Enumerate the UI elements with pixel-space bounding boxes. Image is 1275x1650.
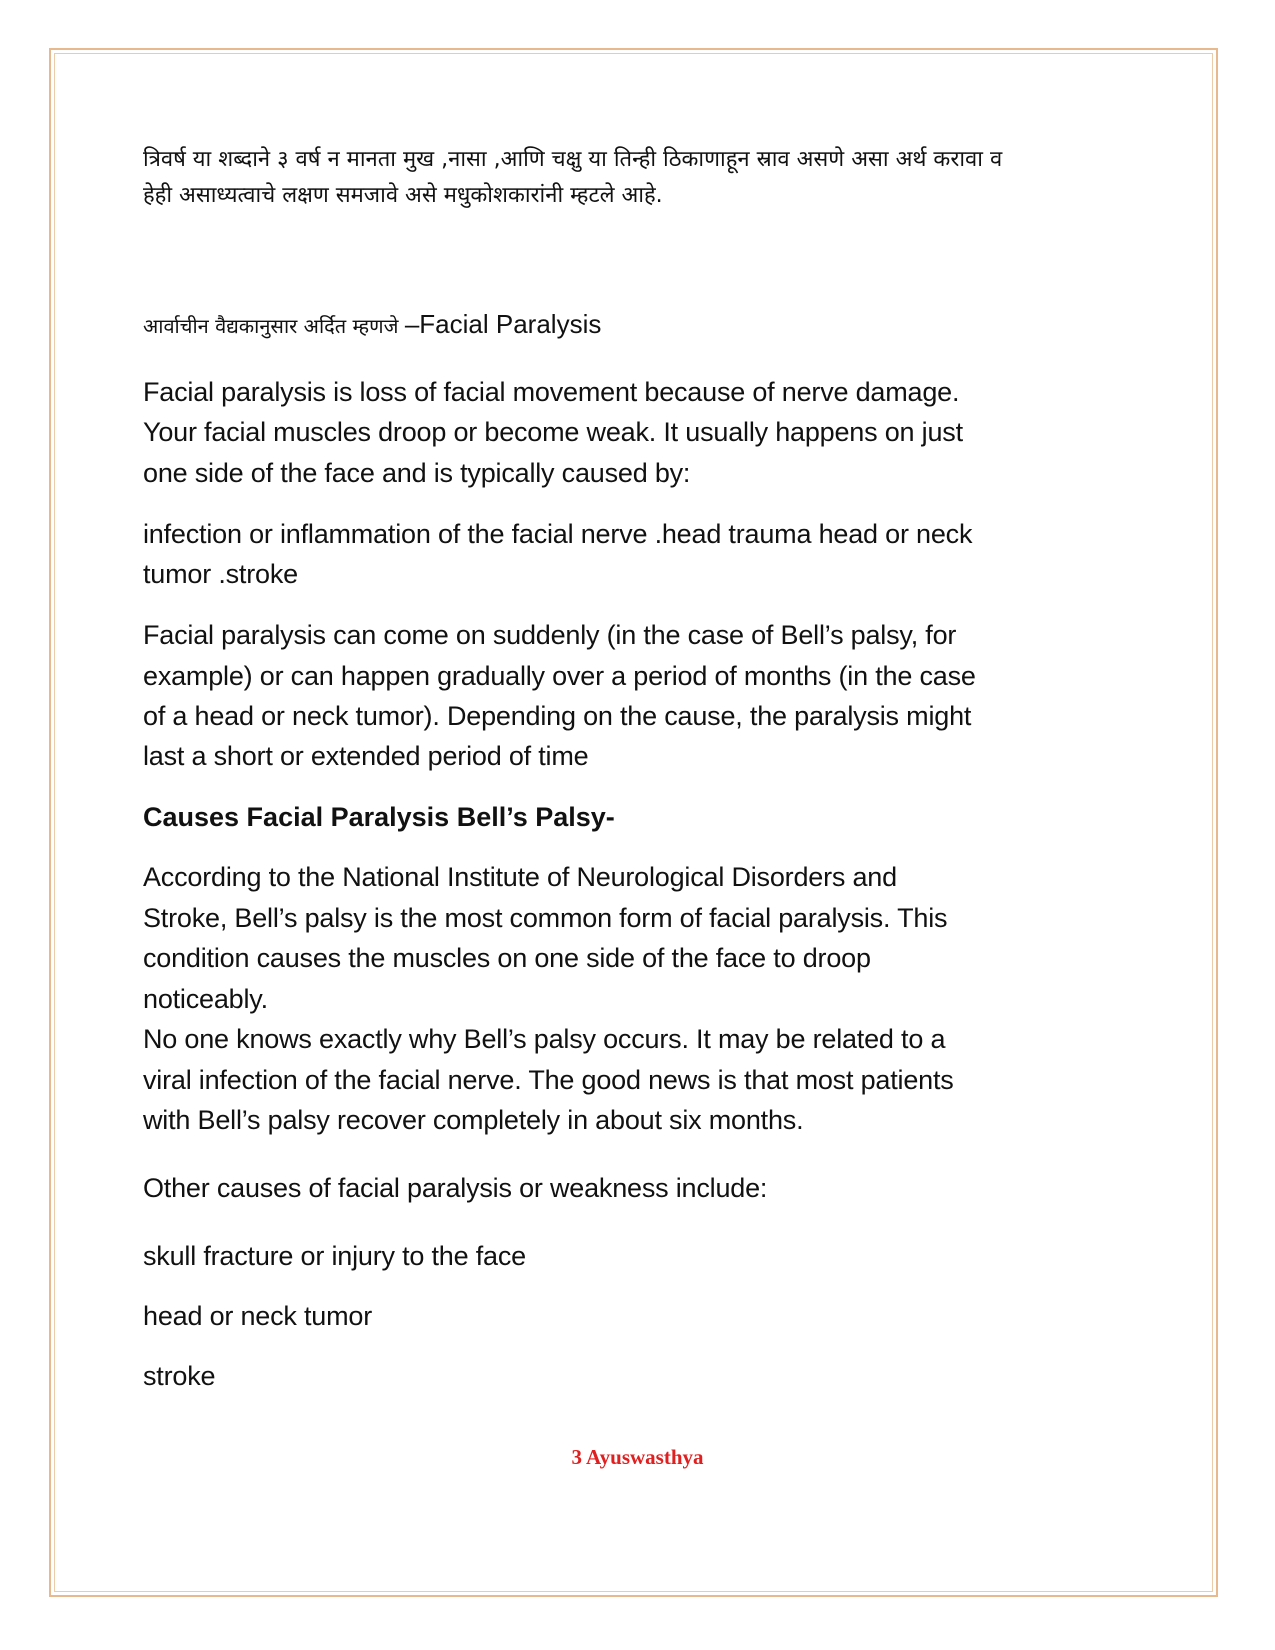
paragraph-line: with Bell’s palsy recover completely in about six months.	[143, 1105, 804, 1135]
intro-line-1: त्रिवर्ष या शब्दाने ३ वर्ष न मानता मुख ,नासा ,आणि चक्षु या तिन्ही ठिकाणाहून स्राव असणे असा अर्थ करावा व	[143, 147, 1003, 172]
paragraph-line: last a short or extended period of time	[143, 741, 589, 771]
page-footer: 3 Ayuswasthya	[571, 1445, 704, 1469]
list-item: head or neck tumor	[143, 1301, 373, 1331]
paragraph-line: Facial paralysis is loss of facial movement because of nerve damage.	[143, 377, 960, 407]
list-item: skull fracture or injury to the face	[143, 1241, 526, 1271]
intro-line-2: हेही असाध्यत्वाचे लक्षण समजावे असे मधुकोशकारांनी म्हटले आहे.	[143, 183, 663, 208]
paragraph-line: example) or can happen gradually over a period of months (in the case	[143, 661, 976, 691]
list-item: stroke	[143, 1361, 216, 1391]
paragraph-line: No one knows exactly why Bell’s palsy occurs. It may be related to a	[143, 1024, 946, 1054]
paragraph-line: According to the National Institute of Neurological Disorders and	[143, 862, 897, 892]
paragraph-line: condition causes the muscles on one side of the face to droop	[143, 943, 871, 973]
other-causes-intro: Other causes of facial paralysis or weakness include:	[143, 1173, 768, 1203]
paragraph-line: viral infection of the facial nerve. The good news is that most patients	[143, 1065, 954, 1095]
paragraph-line: one side of the face and is typically caused by:	[143, 458, 691, 488]
paragraph-line: of a head or neck tumor). Depending on the cause, the paralysis might	[143, 701, 972, 731]
paragraph-line: Facial paralysis can come on suddenly (in the case of Bell’s palsy, for	[143, 620, 957, 650]
paragraph-line: tumor .stroke	[143, 559, 298, 589]
section-heading-english: –Facial Paralysis	[404, 309, 602, 339]
causes-heading: Causes Facial Paralysis Bell’s Palsy-	[143, 802, 615, 832]
section-heading	[143, 306, 601, 344]
paragraph-line: noticeably.	[143, 984, 268, 1014]
paragraph-line: infection or inflammation of the facial nerve .head trauma head or neck	[143, 519, 973, 549]
section-heading-marathi: आर्वाचीन वैद्यकानुसार अर्दित म्हणजे	[143, 314, 405, 338]
paragraph-line: Your facial muscles droop or become weak. It usually happens on just	[143, 417, 963, 447]
paragraph-line: Stroke, Bell’s palsy is the most common form of facial paralysis. This	[143, 903, 948, 933]
